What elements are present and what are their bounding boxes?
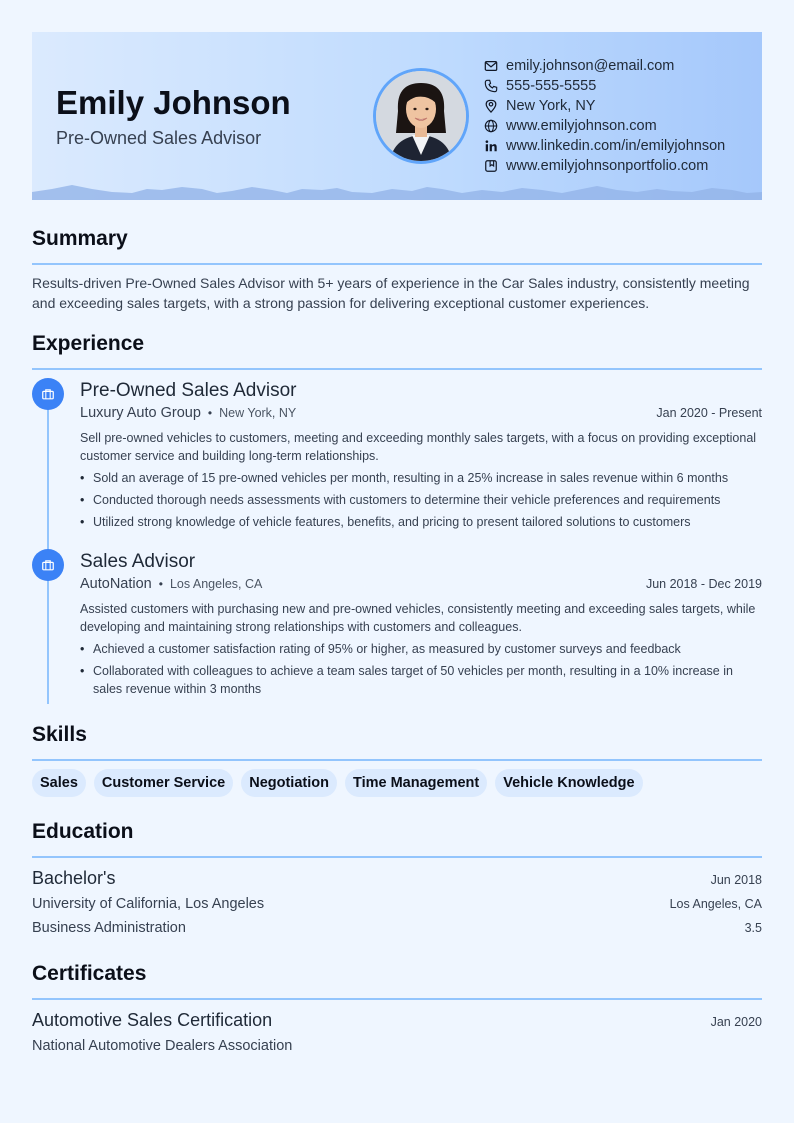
job-description: Assisted customers with purchasing new and pre-owned vehicles, consistently meeting and exceeding sales targets, while developing and maintaining strong relationships with customers and colleagues.	[80, 602, 756, 634]
job-bullet: • Conducted thorough needs assessments with customers to determine their vehicle preferences and requirements	[80, 491, 762, 509]
resume-header	[32, 32, 762, 200]
education-school: University of California, Los Angeles	[32, 896, 265, 912]
certificate-issuer: National Automotive Dealers Association	[32, 1038, 293, 1054]
certificate-issuer-row	[32, 1038, 762, 1054]
job-dates: Jan 2020 - Present	[656, 406, 762, 420]
phone-icon	[484, 79, 498, 93]
job-bullet: • Utilized strong knowledge of vehicle features, benefits, and pricing to present tailored solutions to customers	[80, 513, 762, 531]
education-gpa: 3.5	[744, 921, 762, 935]
section-title-summary: Summary	[32, 227, 128, 250]
education-school-row	[32, 896, 762, 912]
mail-icon	[484, 59, 498, 73]
section-divider	[32, 368, 762, 370]
experience-entry	[80, 378, 762, 531]
profile-photo	[373, 68, 469, 164]
job-location: New York, NY	[219, 406, 297, 420]
contact-linkedin-text: www.linkedin.com/in/emilyjohnson	[506, 138, 726, 154]
summary-text: Results-driven Pre-Owned Sales Advisor with 5+ years of experience in the Car Sales industry, consistently meeting and exceeding sales targets, with a strong passion for delivering exceptional customer experiences.	[32, 275, 750, 311]
skill-chip: Vehicle Knowledge	[495, 769, 642, 797]
certificate-row	[32, 1010, 762, 1031]
skills-list	[32, 769, 651, 797]
job-title: Pre-Owned Sales Advisor	[80, 380, 297, 401]
job-meta	[80, 405, 762, 427]
job-bullets	[80, 469, 762, 531]
education-location: Los Angeles, CA	[669, 897, 762, 911]
job-bullet: • Collaborated with colleagues to achieve a team sales target of 50 vehicles per month, resulting in a 10% increase in sales revenue within 3 months	[80, 662, 762, 698]
job-bullet: • Sold an average of 15 pre-owned vehicles per month, resulting in a 25% increase in sales revenue within 6 months	[80, 469, 762, 487]
separator-dot: •	[158, 577, 163, 591]
section-divider	[32, 998, 762, 1000]
separator-dot: •	[207, 406, 213, 420]
job-dates: Jun 2018 - Dec 2019	[645, 577, 762, 591]
section-title-experience: Experience	[32, 332, 145, 355]
section-title-skills: Skills	[32, 723, 87, 746]
contact-location	[484, 96, 725, 116]
candidate-name: Emily Johnson	[56, 84, 291, 121]
contact-phone-text: 555-555-5555	[506, 78, 597, 94]
education-degree: Bachelor's	[32, 868, 116, 888]
header-wave-decoration	[32, 184, 762, 200]
job-location: Los Angeles, CA	[169, 577, 263, 591]
section-title-education: Education	[32, 820, 134, 843]
job-company-line	[80, 576, 262, 592]
contact-email[interactable]	[484, 56, 725, 76]
experience-timeline	[47, 392, 49, 704]
job-bullet: • Achieved a customer satisfaction rating of 95% or higher, as measured by customer surveys and feedback	[80, 640, 762, 658]
profile-photo-illustration	[376, 71, 466, 161]
experience-entry	[80, 549, 762, 698]
job-company-line	[80, 405, 296, 421]
contact-phone[interactable]	[484, 76, 725, 96]
education-field-row	[32, 920, 762, 936]
contact-email-text: emily.johnson@email.com	[506, 58, 675, 74]
location-pin-icon	[484, 99, 498, 113]
contact-location-text: New York, NY	[506, 98, 596, 114]
job-bullets	[80, 640, 762, 698]
certificate-name: Automotive Sales Certification	[32, 1010, 273, 1030]
job-company: Luxury Auto Group	[80, 405, 201, 421]
education-date: Jun 2018	[710, 873, 762, 887]
candidate-title: Pre-Owned Sales Advisor	[56, 128, 262, 148]
skill-chip: Negotiation	[241, 769, 337, 797]
section-divider	[32, 759, 762, 761]
job-company: AutoNation	[80, 576, 152, 592]
job-title: Sales Advisor	[80, 551, 196, 572]
certificate-date: Jan 2020	[710, 1015, 762, 1029]
portfolio-icon	[484, 159, 498, 173]
section-divider	[32, 263, 762, 265]
contact-list	[484, 56, 725, 176]
globe-icon	[484, 119, 498, 133]
contact-linkedin[interactable]	[484, 136, 725, 156]
contact-portfolio[interactable]	[484, 156, 725, 176]
job-meta	[80, 576, 762, 598]
job-description: Sell pre-owned vehicles to customers, meeting and exceeding monthly sales targets, with a focus on providing exceptional customer service and building long-term relationships.	[80, 431, 757, 463]
education-field: Business Administration	[32, 920, 186, 936]
section-title-certificates: Certificates	[32, 962, 147, 985]
section-divider	[32, 856, 762, 858]
briefcase-icon	[32, 549, 64, 581]
skill-chip: Time Management	[345, 769, 487, 797]
contact-website[interactable]	[484, 116, 725, 136]
contact-portfolio-text: www.emilyjohnsonportfolio.com	[506, 158, 709, 174]
briefcase-icon	[32, 378, 64, 410]
skill-chip: Sales	[32, 769, 86, 797]
education-degree-row	[32, 868, 762, 889]
contact-website-text: www.emilyjohnson.com	[506, 118, 657, 134]
skill-chip: Customer Service	[94, 769, 233, 797]
linkedin-icon	[484, 139, 498, 153]
